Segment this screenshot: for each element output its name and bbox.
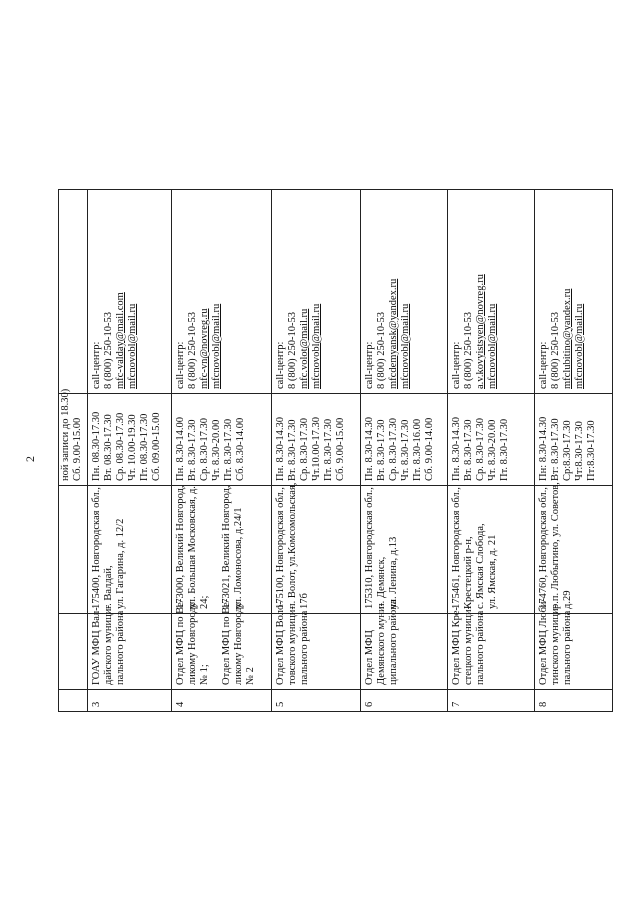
row-number: [447, 690, 534, 712]
text-line: Вт. 8.30-17.30: [187, 419, 199, 481]
text-line: Сб. 8.30-14.00: [235, 417, 247, 481]
text-line: Сб. 9.00-15.00: [334, 417, 346, 481]
text-line: пального района: [474, 610, 486, 685]
text-line: пального района: [114, 610, 126, 685]
text-line: Пн. 08.30-17.30: [90, 411, 102, 481]
contact-line: 8 (800) 250-10-53: [462, 312, 474, 389]
text-line: Ср:8.30-17.30: [561, 420, 573, 481]
contacts-cell: [87, 190, 172, 394]
contact-line: 8 (800) 250-10-53: [102, 312, 114, 389]
address-cell: [360, 486, 447, 614]
text-line: Пн. 8.30-14.30: [363, 417, 375, 481]
hours-line: ной записи до 18.30): [60, 388, 71, 481]
contacts-cell: [59, 190, 88, 394]
email-link[interactable]: mfcnovobl@mail.ru: [573, 303, 585, 389]
contact-line: call-центр:: [274, 341, 286, 389]
email-link[interactable]: mfc-vn@novreg.ru: [199, 308, 211, 389]
text-line: Демянского муни-: [375, 602, 387, 685]
working-hours-cell: [172, 394, 272, 486]
row-number-text: 3: [90, 701, 102, 707]
rotated-table-container: [58, 190, 613, 712]
name-cell: [59, 614, 88, 690]
text-line: Чт. 10.00-19.30: [126, 414, 138, 481]
text-line: Пт:8.30-17.30: [585, 420, 597, 481]
working-hours-cell: [534, 394, 612, 486]
row-number-text: 6: [363, 701, 375, 707]
text-line: № 2: [245, 667, 257, 685]
contacts-cell: [172, 190, 272, 394]
row-number-text: 5: [274, 701, 286, 707]
contacts-cell: [447, 190, 534, 394]
text-line: д.29: [561, 590, 573, 609]
text-line: товского муници-: [286, 606, 298, 685]
email-link[interactable]: mfclubitino@yandex.ru: [561, 288, 573, 389]
row-number: [172, 690, 272, 712]
row-number: [534, 690, 612, 712]
text-line: Чт.10.00-17.30: [310, 417, 322, 481]
text-line: 175310, Новгородская обл.,: [363, 487, 375, 609]
text-line: 174760, Новгородская обл.,: [537, 487, 549, 609]
email-link[interactable]: mfcnovobl@mail.ru: [126, 303, 138, 389]
text-line: п. Волот, ул.Комсомольская,: [286, 482, 298, 609]
text-line: Ср. 08.30-17.30: [114, 412, 126, 481]
text-line: Вт: 8.30-17.30: [549, 418, 561, 481]
text-line: Пн. 8.30-14.00: [175, 417, 187, 481]
text-line: с. Ямская Слобода,: [474, 523, 486, 609]
text-line: ликому Новгороду: [233, 602, 245, 685]
text-line: пального района: [298, 610, 310, 685]
text-line: Отдел МФЦ по Ве-: [175, 598, 187, 685]
address-cell: [59, 486, 88, 614]
email-link[interactable]: mfcnovobl@mail.ru: [310, 303, 322, 389]
email-link[interactable]: mfcnovobl@mail.ru: [486, 303, 498, 389]
working-hours-cell: [87, 394, 172, 486]
text-line: 175400, Новгородская обл.,: [90, 487, 102, 609]
text-line: п. Демянск,: [375, 556, 387, 609]
text-line: Сб. 9.00-14.00: [423, 417, 435, 481]
text-line: Чт. 8.30-20.00: [486, 419, 498, 481]
working-hours-cell: [360, 394, 447, 486]
contacts-cell: [534, 190, 612, 394]
text-line: [211, 490, 221, 609]
text-line: ликому Новгороду: [187, 602, 199, 685]
address-cell: [534, 482, 612, 614]
text-line: 175461, Новгородская обл.,: [450, 487, 462, 609]
table-row: [534, 190, 612, 712]
text-line: пального района: [561, 610, 573, 685]
hours-line: Сб. 9.00-15.00: [72, 417, 83, 481]
text-line: Вт. 8.30-17.30: [286, 419, 298, 481]
text-line: Пт. 8.30-17.30: [223, 418, 235, 481]
contact-line: 8 (800) 250-10-53: [375, 312, 387, 389]
address-cell: [87, 486, 172, 614]
office-name-cell: [87, 605, 172, 690]
text-line: 173000, Великий Новгород,: [175, 485, 187, 609]
contact-line: call-центр:: [175, 341, 187, 389]
row-number-text: 7: [450, 701, 462, 707]
text-line: Пн. 8.30-14.30: [450, 417, 462, 481]
text-line: р.п. Любытино, ул. Советов,: [549, 482, 561, 609]
text-line: Ср. 8.30-17.30: [474, 418, 486, 481]
text-line: Пн: 8.30-14.30: [537, 416, 549, 481]
row-number-text: 8: [537, 701, 549, 707]
text-line: ул. Ломоносова, д.24/1: [233, 507, 245, 609]
address-cell: [271, 482, 360, 614]
mfc-offices-table: [58, 189, 613, 712]
text-line: Чт:8.30-17.30: [573, 421, 585, 481]
text-line: ул. Гагарина, д. 12/2: [114, 518, 126, 609]
text-line: Отдел МФЦ Кре-: [450, 606, 462, 685]
contact-line: call-центр:: [537, 341, 549, 389]
office-name-cell: [360, 599, 447, 690]
text-line: [211, 618, 221, 685]
text-line: Крестецкий р-н,: [462, 536, 474, 609]
row-number: [271, 690, 360, 712]
text-line: ГОАУ МФЦ Вал-: [90, 607, 102, 685]
contact-line: 8 (800) 250-10-53: [286, 312, 298, 389]
address-cell: [447, 486, 534, 614]
text-line: г. Валдай,: [102, 565, 114, 609]
text-line: 17б: [298, 593, 310, 609]
text-line: Отдел МФЦ Воло-: [274, 601, 286, 685]
text-line: Чт. 8.30-20.00: [211, 419, 223, 481]
text-line: дайского муници-: [102, 605, 114, 685]
email-link[interactable]: a.v.kovyistsyen@novreg.ru: [474, 274, 486, 389]
email-link[interactable]: mfc.volot@mail.ru: [298, 308, 310, 389]
page-number: 2: [23, 456, 37, 462]
text-line: 24;: [199, 595, 211, 609]
hours-cell: [59, 388, 88, 486]
text-line: 173021, Великий Новгород,: [221, 485, 233, 609]
contacts-cell: [271, 190, 360, 394]
text-line: Пт. 08.30-17.30: [138, 413, 150, 481]
office-name-cell: [447, 605, 534, 690]
contact-line: 8 (800) 250-10-53: [549, 312, 561, 389]
text-line: Отдел МФЦ Люби-: [537, 597, 549, 685]
contact-line: call-центр:: [90, 341, 102, 389]
text-line: стецкого муници-: [462, 605, 474, 685]
text-line: Ср. 8.30-17.30: [298, 418, 310, 481]
num-cell: [59, 690, 88, 712]
email-link[interactable]: mfcdemyansk@yandex.ru: [387, 278, 399, 389]
table-row: [447, 190, 534, 712]
text-line: Отдел МФЦ: [363, 630, 375, 685]
text-line: Пт. 8.30-16.00: [411, 418, 423, 481]
text-line: 175100, Новгородская обл.,: [274, 487, 286, 609]
row-number: [360, 690, 447, 712]
text-line: Ср. 8.30-17.30: [199, 418, 211, 481]
text-line: Пн. 8.30-14.30: [274, 417, 286, 481]
contact-line: call-центр:: [450, 341, 462, 389]
text-line: ципального района: [387, 599, 399, 685]
table-row: [271, 190, 360, 712]
table-row: [360, 190, 447, 712]
text-line: Пт. 8.30-17.30: [322, 418, 334, 481]
row-number: [87, 690, 172, 712]
text-line: ул. Ленина, д.13: [387, 536, 399, 609]
contact-line: 8 (800) 250-10-53: [187, 312, 199, 389]
table-row: [172, 190, 272, 712]
text-line: Вт. 08.30-17.30: [102, 414, 114, 481]
text-line: Ср. 8.30-17.30: [387, 418, 399, 481]
address-cell: [172, 486, 272, 614]
text-line: ул. Большая Московская, д.: [187, 486, 199, 609]
text-line: ул. Ямская, д. 21: [486, 534, 498, 609]
email-link[interactable]: mfcnovobl@mail.ru: [399, 303, 411, 389]
contacts-cell: [360, 190, 447, 394]
table-row: [87, 190, 172, 712]
continued-row: [59, 190, 88, 712]
working-hours-cell: [447, 394, 534, 486]
text-line: Чт. 8.30-17.30: [399, 419, 411, 481]
text-line: тинского муници-: [549, 604, 561, 685]
working-hours-cell: [271, 394, 360, 486]
contact-line: call-центр:: [363, 341, 375, 389]
email-link[interactable]: mfc-valday@mail.com: [114, 292, 126, 389]
text-line: Отдел МФЦ по Ве-: [221, 598, 233, 685]
text-line: Вт. 8.30-17.30: [375, 419, 387, 481]
text-line: Сб. 09.00-15.00: [150, 412, 162, 481]
text-line: Пт. 8.30-17.30: [498, 418, 510, 481]
email-link[interactable]: mfcnovobl@mail.ru: [211, 303, 223, 389]
row-number-text: 4: [175, 701, 187, 707]
text-line: Вт. 8.30-17.30: [462, 419, 474, 481]
text-line: № 1;: [199, 664, 211, 685]
